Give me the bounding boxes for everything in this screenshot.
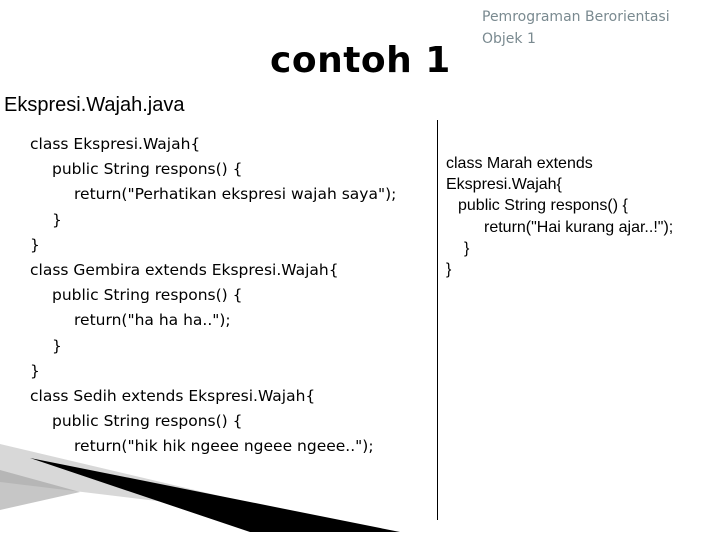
file-name: Ekspresi.Wajah.java [4,94,185,116]
code-line: public String respons() { [52,412,243,431]
code-line: class Sedih extends Ekspresi.Wajah{ [30,387,316,406]
code-line: class Marah extends [446,155,593,172]
code-line: return("ha ha ha.."); [74,311,231,330]
code-line: class Gembira extends Ekspresi.Wajah{ [30,261,339,280]
code-line: return("hik hik ngeee ngeee ngeee.."); [74,437,374,456]
code-line: } [52,210,62,229]
code-line: return("Perhatikan ekspresi wajah saya"); [74,185,397,204]
code-line: } [30,235,40,254]
code-block-right [446,153,716,280]
header-line-2: Objek 1 [482,31,536,47]
header-subtitle [482,6,712,50]
slide-title: contoh 1 [270,40,451,81]
code-line: } [446,261,452,279]
code-line: } [52,336,62,355]
code-line: public String respons() { [52,160,243,179]
code-line: public String respons() { [52,286,243,305]
header-line-1: Pemrograman Berorientasi [482,9,670,25]
code-line: public String respons() { [458,197,628,215]
code-line: class Ekspresi.Wajah{ [30,135,201,153]
decorative-swoosh [0,440,440,540]
code-line: } [464,239,470,257]
code-line: return("Hai kurang ajar..!"); [484,218,674,236]
code-line: Ekspresi.Wajah{ [446,176,562,194]
code-line: } [30,361,40,380]
